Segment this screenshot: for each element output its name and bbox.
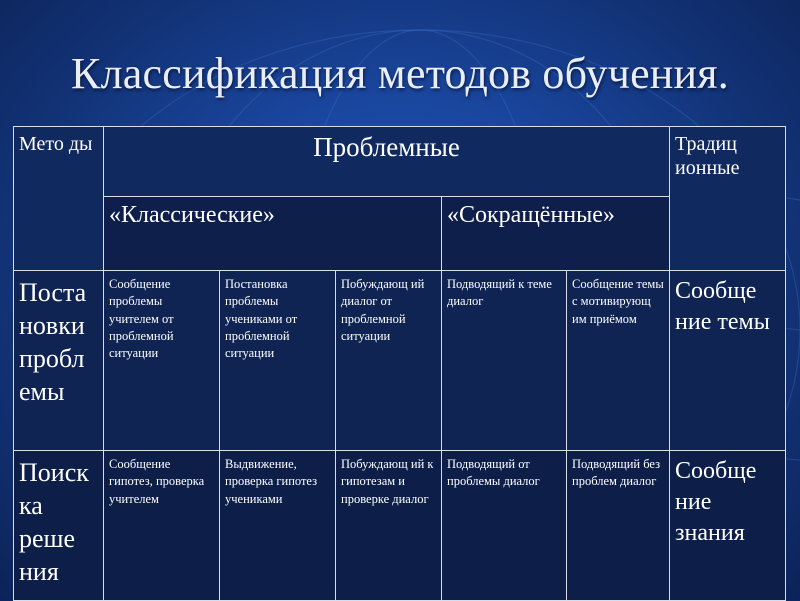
table-cell: Подводящий без проблем диалог [567, 451, 670, 601]
row-label: Поста новки пробл емы [14, 271, 104, 451]
table-cell: Выдвижение, проверка гипотез учениками [220, 451, 336, 601]
header-problem-methods: Проблемные [104, 127, 670, 197]
header-methods: Мето ды [14, 127, 104, 271]
table-cell: Постановка проблемы учениками от проблемной ситуации [220, 271, 336, 451]
table-cell: Сообщение проблемы учителем от проблемной ситуации [104, 271, 220, 451]
table-cell: Побуждающ ий диалог от проблемной ситуации [336, 271, 442, 451]
table-cell: Побуждающ ий к гипотезам и проверке диалог [336, 451, 442, 601]
table-cell: Подводящий от проблемы диалог [442, 451, 567, 601]
header-shortened: «Сокращённые» [442, 197, 670, 271]
traditional-cell: Сообще ние темы [670, 271, 786, 451]
traditional-cell: Сообще ние знания [670, 451, 786, 601]
table-row-solution-search [14, 451, 786, 601]
slide-title: Классификация методов обучения. [71, 49, 729, 98]
header-traditional-methods: Традиц ионные [670, 127, 786, 271]
table-row-problem-setting [14, 271, 786, 451]
row-label: Поиск ка реше ния [14, 451, 104, 601]
table-cell: Сообщение темы с мотивирующ им приёмом [567, 271, 670, 451]
table-cell: Подводящий к теме диалог [442, 271, 567, 451]
header-classic: «Классические» [104, 197, 442, 271]
table-cell: Сообщение гипотез, проверка учителем [104, 451, 220, 601]
methods-classification-table [13, 126, 786, 601]
